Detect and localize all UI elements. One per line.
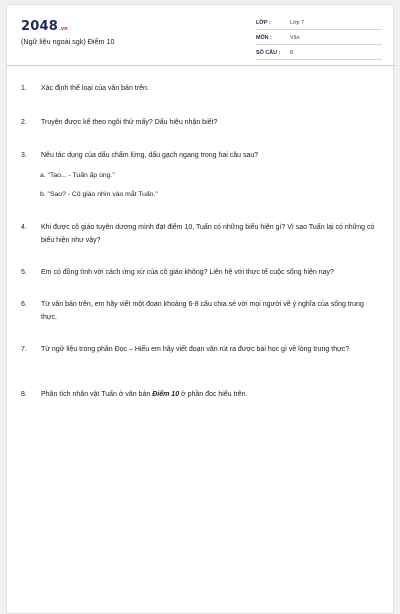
meta-class-row (256, 17, 382, 30)
question-text-part: ở phần đọc hiểu trên. (179, 391, 248, 398)
worksheet-page (6, 4, 394, 614)
question-text: Nêu tác dụng của dấu chấm lửng, dấu gạch ngang trong hai câu sau? (41, 152, 259, 159)
question-text: Từ văn bản trên, em hãy viết một đoạn khoảng 6-8 câu chia sẻ với mọi người về ý nghĩa của sống trung thực. (41, 301, 364, 321)
question-text: Khi được cô giáo tuyên dương mình đạt điểm 10, Tuấn có những biểu hiện gì? Vì sao Tuấn lại có những có biểu hiện như vậy? (41, 224, 375, 244)
worksheet-header (7, 5, 395, 66)
logo-text: 2048 (21, 19, 58, 34)
question-number: 4. (21, 224, 27, 231)
question-text: Từ ngữ liệu trong phần Đọc – Hiểu em hãy viết đoạn văn rút ra được bài học gì về lòng trung thực? (41, 346, 350, 353)
site-logo[interactable] (21, 15, 68, 34)
logo-domain: .vn (58, 26, 68, 32)
meta-count-value: 8 (290, 50, 293, 56)
meta-subject-value: Văn (290, 35, 300, 41)
question-text: Truyện được kể theo ngôi thứ mấy? Dấu hiệu nhận biết? (41, 119, 218, 126)
question-number: 8. (21, 391, 27, 398)
question-number: 3. (21, 152, 27, 159)
question-text: Em có đồng tình với cách ứng xử của cô giáo không? Liên hệ với thực tế cuộc sống hiện nay? (41, 269, 334, 276)
meta-subject-label: MÔN : (256, 35, 272, 41)
meta-class-label: LỚP : (256, 20, 271, 26)
question-number: 6. (21, 301, 27, 308)
question-text (41, 388, 381, 401)
page-title: (Ngữ liệu ngoài sgk) Điểm 10 (21, 37, 115, 46)
question-text: Xác định thể loại của văn bản trên. (41, 85, 149, 92)
question-number: 2. (21, 119, 27, 126)
question-number: 5. (21, 269, 27, 276)
sub-item: b. "Sao? - Cô giáo nhìn vào mắt Tuấn." (40, 191, 158, 198)
question-text-italic: Điểm 10 (152, 391, 180, 398)
meta-class-value: Lớp 7 (290, 20, 305, 26)
question-text-part: Phân tích nhân vật Tuấn ở văn bản (41, 391, 153, 398)
sub-item: a. "Tao... - Tuấn ấp úng." (40, 172, 115, 179)
meta-subject-row (256, 32, 382, 45)
meta-count-row (256, 47, 382, 60)
question-number: 1. (21, 85, 27, 92)
question-number: 7. (21, 346, 27, 353)
meta-count-label: SỐ CÂU : (256, 50, 281, 56)
